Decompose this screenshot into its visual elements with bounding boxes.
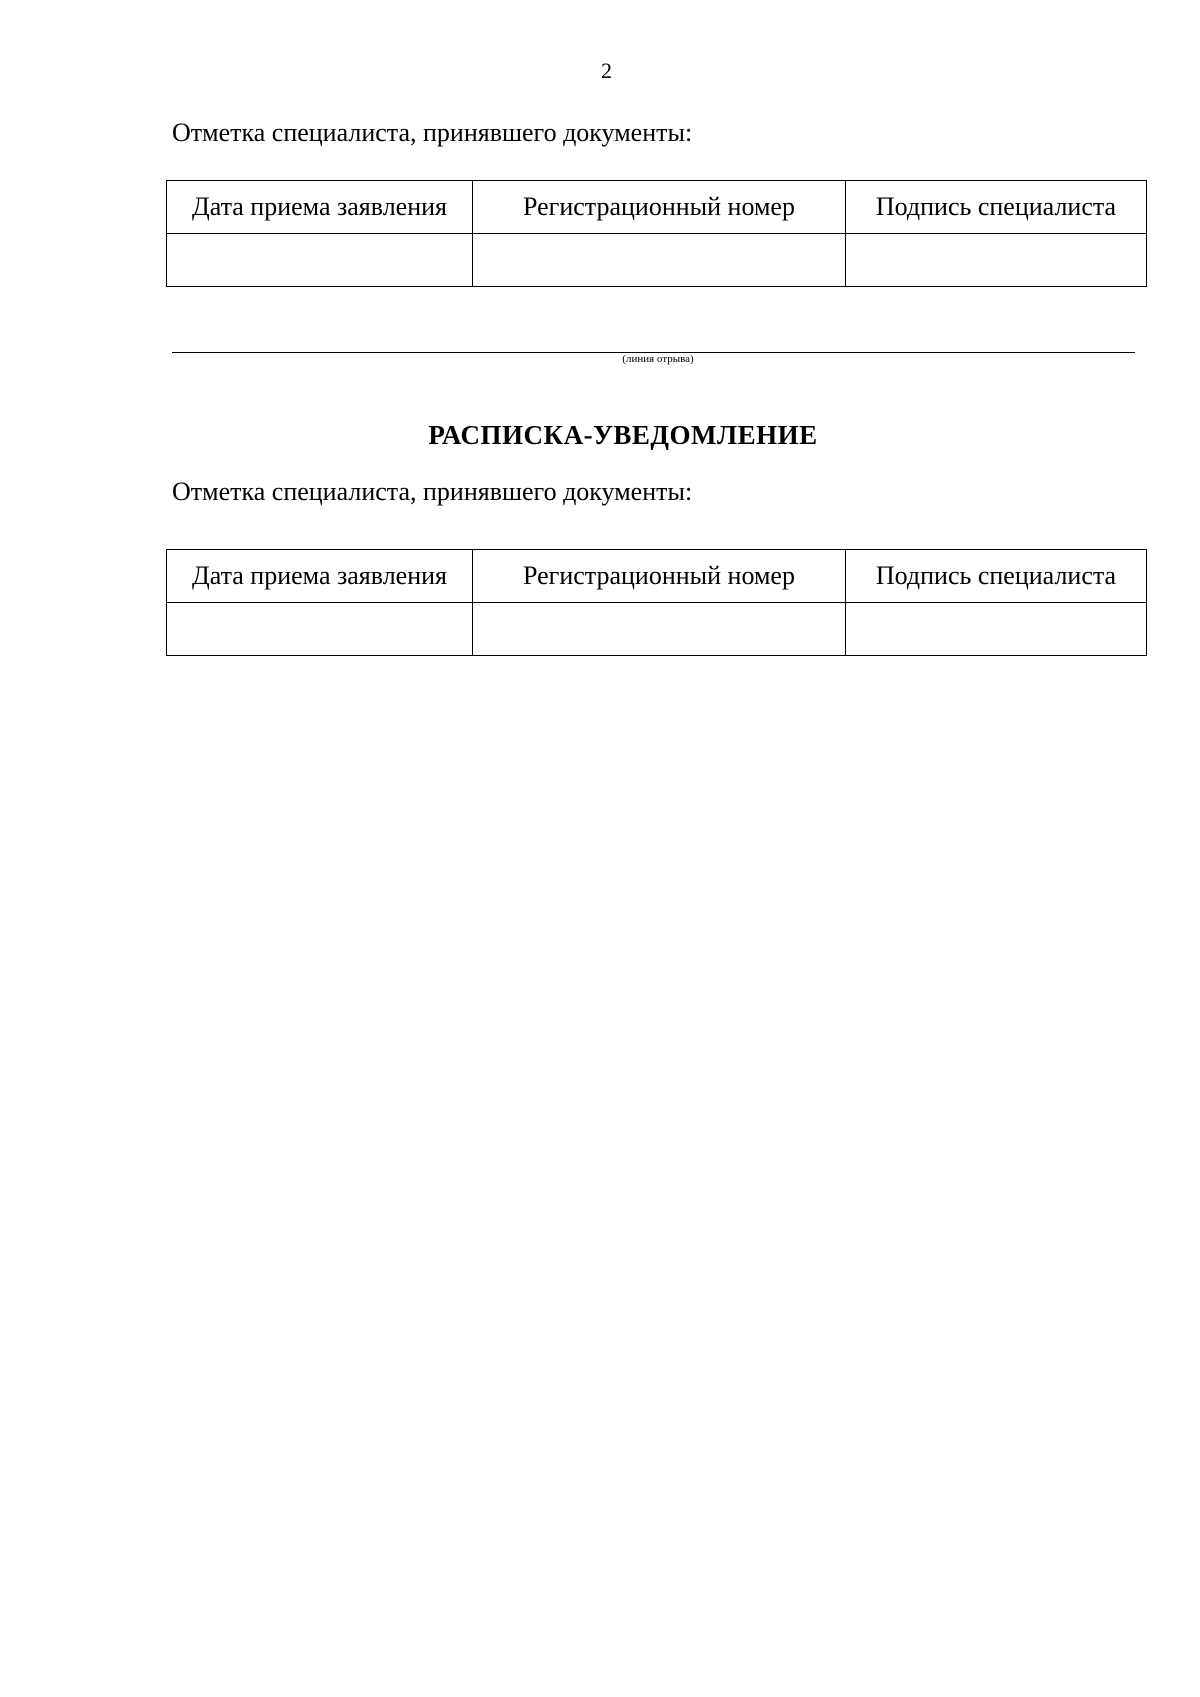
receipt-notification-title: РАСПИСКА-УВЕДОМЛЕНИЕ bbox=[428, 420, 818, 450]
specialist-mark-table bbox=[166, 180, 1147, 287]
table-header-row bbox=[167, 550, 1147, 603]
table-header-row bbox=[167, 181, 1147, 234]
cell-specialist-signature bbox=[846, 603, 1147, 656]
header-specialist-signature: Подпись специалиста bbox=[846, 550, 1147, 603]
page-number: 2 bbox=[601, 58, 612, 83]
header-registration-number: Регистрационный номер bbox=[473, 181, 846, 234]
tear-line-label: (линия отрыва) bbox=[622, 353, 694, 365]
cell-specialist-signature bbox=[846, 234, 1147, 287]
table-row bbox=[167, 603, 1147, 656]
header-date-received: Дата приема заявления bbox=[167, 550, 473, 603]
cell-date-received bbox=[167, 603, 473, 656]
cell-date-received bbox=[167, 234, 473, 287]
cell-registration-number bbox=[473, 603, 846, 656]
header-registration-number: Регистрационный номер bbox=[473, 550, 846, 603]
cell-registration-number bbox=[473, 234, 846, 287]
specialist-mark-table bbox=[166, 549, 1147, 656]
specialist-note: Отметка специалиста, принявшего документы: bbox=[172, 477, 693, 506]
specialist-note: Отметка специалиста, принявшего документы: bbox=[172, 118, 693, 147]
header-date-received: Дата приема заявления bbox=[167, 181, 473, 234]
table-row bbox=[167, 234, 1147, 287]
header-specialist-signature: Подпись специалиста bbox=[846, 181, 1147, 234]
